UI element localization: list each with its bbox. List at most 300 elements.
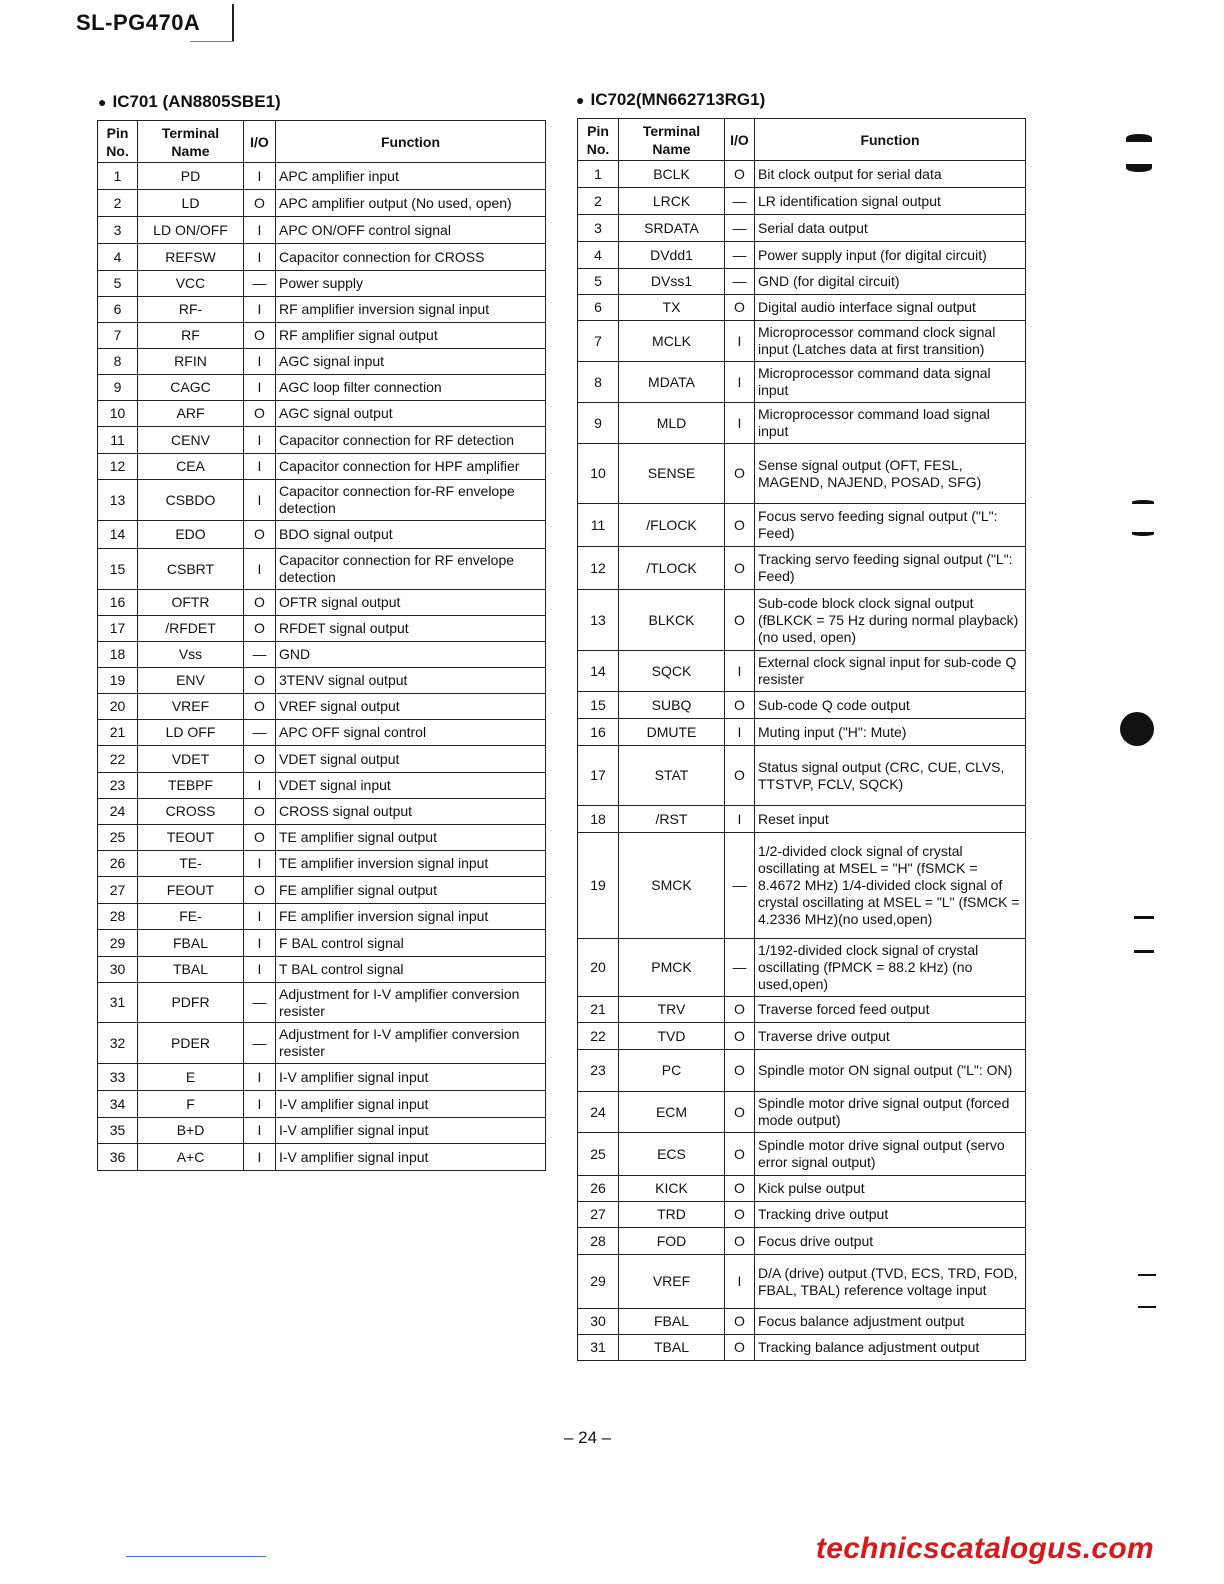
function-description: Tracking balance adjustment output — [755, 1335, 1026, 1361]
table-row — [98, 799, 546, 825]
function-description: Capacitor connection for HPF amplifier — [276, 454, 546, 480]
table-row — [98, 349, 546, 375]
pin-number: 17 — [578, 746, 619, 806]
table-row — [578, 188, 1026, 215]
table-row — [578, 269, 1026, 295]
io-type: O — [244, 401, 276, 427]
table-row — [98, 930, 546, 957]
bullet-icon: ● — [98, 94, 107, 110]
table-row — [578, 242, 1026, 269]
io-type: O — [244, 323, 276, 349]
terminal-name: LRCK — [619, 188, 725, 215]
function-description: T BAL control signal — [276, 957, 546, 983]
table-row — [578, 833, 1026, 939]
table-row — [578, 1202, 1026, 1228]
function-description: TE amplifier signal output — [276, 825, 546, 851]
terminal-name: ARF — [138, 401, 244, 427]
table-row — [98, 454, 546, 480]
table-row — [578, 1309, 1026, 1335]
function-description: RFDET signal output — [276, 616, 546, 642]
terminal-name: TX — [619, 295, 725, 321]
ic702-title — [576, 90, 765, 110]
table-row — [578, 1092, 1026, 1133]
pin-number: 4 — [578, 242, 619, 269]
io-type: I — [244, 480, 276, 521]
pin-number: 34 — [98, 1091, 138, 1118]
terminal-name: /RST — [619, 806, 725, 833]
function-description: Reset input — [755, 806, 1026, 833]
pin-number: 24 — [578, 1092, 619, 1133]
function-description: Capacitor connection for-RF envelope detection — [276, 480, 546, 521]
function-description: Focus balance adjustment output — [755, 1309, 1026, 1335]
function-description: RF amplifier signal output — [276, 323, 546, 349]
function-description: Adjustment for I-V amplifier conversion resister — [276, 983, 546, 1023]
table-row — [98, 375, 546, 401]
table-row — [578, 504, 1026, 547]
pin-number: 13 — [578, 590, 619, 651]
terminal-name: PMCK — [619, 939, 725, 997]
table-row — [98, 642, 546, 668]
io-type: — — [725, 939, 755, 997]
io-type: I — [244, 851, 276, 877]
io-type: I — [244, 1064, 276, 1091]
table-row — [98, 851, 546, 877]
io-type: I — [244, 1091, 276, 1118]
function-description: Tracking servo feeding signal output ("L": Feed) — [755, 547, 1026, 590]
function-description: AGC signal output — [276, 401, 546, 427]
table-row — [98, 297, 546, 323]
function-description: LR identification signal output — [755, 188, 1026, 215]
pin-number: 29 — [578, 1255, 619, 1309]
col-terminal-name: Terminal Name — [619, 119, 725, 161]
page-number: – 24 – — [564, 1428, 612, 1447]
io-type: I — [244, 375, 276, 401]
terminal-name: MLD — [619, 403, 725, 444]
pin-number: 23 — [98, 773, 138, 799]
table-row — [578, 1255, 1026, 1309]
function-description: External clock signal input for sub-code Q resister — [755, 651, 1026, 692]
function-description: Serial data output — [755, 215, 1026, 242]
pin-number: 26 — [578, 1176, 619, 1202]
table-row — [98, 616, 546, 642]
terminal-name: DVdd1 — [619, 242, 725, 269]
io-type: O — [244, 190, 276, 217]
terminal-name: TEBPF — [138, 773, 244, 799]
io-type: O — [725, 1176, 755, 1202]
table-row — [98, 1023, 546, 1064]
io-type: O — [725, 692, 755, 719]
terminal-name: BCLK — [619, 161, 725, 188]
table-row — [578, 746, 1026, 806]
pin-number: 10 — [578, 444, 619, 504]
pin-number: 12 — [578, 547, 619, 590]
io-type: — — [244, 642, 276, 668]
function-description: CROSS signal output — [276, 799, 546, 825]
table-row — [98, 480, 546, 521]
terminal-name: SRDATA — [619, 215, 725, 242]
io-type: I — [244, 217, 276, 244]
table-row — [98, 983, 546, 1023]
col-io: I/O — [244, 121, 276, 163]
terminal-name: OFTR — [138, 590, 244, 616]
function-description: Focus servo feeding signal output ("L": Feed) — [755, 504, 1026, 547]
table-row — [578, 939, 1026, 997]
table-row — [578, 1023, 1026, 1050]
pin-number: 5 — [98, 271, 138, 297]
terminal-name: DMUTE — [619, 719, 725, 746]
io-type: O — [244, 746, 276, 773]
pin-number: 28 — [98, 904, 138, 930]
function-description: RF amplifier inversion signal input — [276, 297, 546, 323]
terminal-name: VREF — [138, 694, 244, 720]
col-io: I/O — [725, 119, 755, 161]
terminal-name: CAGC — [138, 375, 244, 401]
io-type: I — [244, 1144, 276, 1171]
table-row — [578, 719, 1026, 746]
io-type: — — [725, 833, 755, 939]
terminal-name: DVss1 — [619, 269, 725, 295]
pin-number: 1 — [578, 161, 619, 188]
pin-number: 15 — [578, 692, 619, 719]
io-type: O — [244, 616, 276, 642]
terminal-name: FBAL — [619, 1309, 725, 1335]
pin-number: 27 — [578, 1202, 619, 1228]
function-description: Spindle motor drive signal output (forced mode output) — [755, 1092, 1026, 1133]
binder-hole — [1120, 712, 1154, 746]
ic701-header-row — [98, 121, 546, 163]
pin-number: 4 — [98, 244, 138, 271]
function-description: F BAL control signal — [276, 930, 546, 957]
io-type: O — [725, 1335, 755, 1361]
pin-number: 11 — [98, 427, 138, 454]
terminal-name: SMCK — [619, 833, 725, 939]
terminal-name: FBAL — [138, 930, 244, 957]
terminal-name: CEA — [138, 454, 244, 480]
io-type: O — [244, 799, 276, 825]
terminal-name: TE- — [138, 851, 244, 877]
terminal-name: STAT — [619, 746, 725, 806]
pin-number: 27 — [98, 877, 138, 904]
pin-number: 29 — [98, 930, 138, 957]
terminal-name: /RFDET — [138, 616, 244, 642]
io-type: O — [725, 590, 755, 651]
terminal-name: PC — [619, 1050, 725, 1092]
terminal-name: RFIN — [138, 349, 244, 375]
io-type: O — [725, 1092, 755, 1133]
table-row — [98, 163, 546, 190]
header-divider — [232, 4, 234, 42]
function-description: Traverse forced feed output — [755, 997, 1026, 1023]
table-row — [578, 403, 1026, 444]
function-description: 1/192-divided clock signal of crystal oscillating (fPMCK = 88.2 kHz) (no used,open) — [755, 939, 1026, 997]
table-row — [98, 521, 546, 549]
io-type: I — [725, 403, 755, 444]
terminal-name: CSBRT — [138, 549, 244, 590]
table-row — [578, 547, 1026, 590]
pin-number: 12 — [98, 454, 138, 480]
bullet-icon: ● — [576, 92, 585, 108]
terminal-name: PDER — [138, 1023, 244, 1064]
table-row — [98, 401, 546, 427]
function-description: FE amplifier signal output — [276, 877, 546, 904]
terminal-name: LD OFF — [138, 720, 244, 746]
function-description: Microprocessor command load signal input — [755, 403, 1026, 444]
io-type: I — [244, 773, 276, 799]
terminal-name: A+C — [138, 1144, 244, 1171]
function-description: VREF signal output — [276, 694, 546, 720]
ic701-pin-table — [97, 120, 546, 1171]
pin-number: 19 — [578, 833, 619, 939]
terminal-name: PD — [138, 163, 244, 190]
function-description: Capacitor connection for RF detection — [276, 427, 546, 454]
brand-watermark: technicscatalogus.com — [815, 1532, 1154, 1565]
table-row — [578, 590, 1026, 651]
pin-number: 25 — [98, 825, 138, 851]
terminal-name: ECM — [619, 1092, 725, 1133]
function-description: Capacitor connection for RF envelope detection — [276, 549, 546, 590]
pin-number: 32 — [98, 1023, 138, 1064]
io-type: O — [725, 997, 755, 1023]
terminal-name: TRD — [619, 1202, 725, 1228]
table-row — [98, 746, 546, 773]
function-description: AGC loop filter connection — [276, 375, 546, 401]
function-description: Bit clock output for serial data — [755, 161, 1026, 188]
pin-number: 19 — [98, 668, 138, 694]
table-row — [98, 904, 546, 930]
io-type: O — [725, 1050, 755, 1092]
terminal-name: VREF — [619, 1255, 725, 1309]
io-type: — — [725, 269, 755, 295]
io-type: O — [725, 746, 755, 806]
pin-number: 6 — [98, 297, 138, 323]
header-underline — [190, 41, 234, 42]
function-description: VDET signal output — [276, 746, 546, 773]
table-row — [98, 590, 546, 616]
io-type: O — [725, 1023, 755, 1050]
function-description: Spindle motor ON signal output ("L": ON) — [755, 1050, 1026, 1092]
table-row — [98, 825, 546, 851]
function-description: 3TENV signal output — [276, 668, 546, 694]
terminal-name: RF- — [138, 297, 244, 323]
table-row — [578, 1176, 1026, 1202]
io-type: O — [244, 521, 276, 549]
ic702-title-text: IC702(MN662713RG1) — [590, 90, 766, 109]
terminal-name: E — [138, 1064, 244, 1091]
function-description: Capacitor connection for CROSS — [276, 244, 546, 271]
ic701-title — [98, 92, 281, 112]
function-description: 1/2-divided clock signal of crystal oscillating at MSEL = "H" (fSMCK = 8.4672 MHz) 1/4-divided clock signal of crystal oscillating at MSEL = "L" (fSMCK = 4.2336 MHz)(no used,open) — [755, 833, 1026, 939]
col-pin-no: Pin No. — [578, 119, 619, 161]
function-description: APC ON/OFF control signal — [276, 217, 546, 244]
binder-mark — [1134, 916, 1154, 919]
col-terminal-name: Terminal Name — [138, 121, 244, 163]
pin-number: 14 — [98, 521, 138, 549]
table-row — [98, 694, 546, 720]
io-type: O — [244, 694, 276, 720]
io-type: I — [244, 549, 276, 590]
table-row — [578, 362, 1026, 403]
pin-number: 3 — [98, 217, 138, 244]
table-row — [98, 1144, 546, 1171]
binder-mark — [1138, 1306, 1156, 1308]
terminal-name: RF — [138, 323, 244, 349]
terminal-name: ENV — [138, 668, 244, 694]
function-description: Sense signal output (OFT, FESL, MAGEND, NAJEND, POSAD, SFG) — [755, 444, 1026, 504]
table-row — [578, 806, 1026, 833]
binder-mark — [1132, 532, 1154, 536]
ic702-header-row — [578, 119, 1026, 161]
function-description: BDO signal output — [276, 521, 546, 549]
pin-number: 9 — [98, 375, 138, 401]
function-description: FE amplifier inversion signal input — [276, 904, 546, 930]
binder-mark — [1126, 164, 1152, 172]
io-type: I — [725, 651, 755, 692]
io-type: — — [244, 983, 276, 1023]
pin-number: 2 — [98, 190, 138, 217]
terminal-name: SQCK — [619, 651, 725, 692]
table-row — [98, 323, 546, 349]
pin-number: 21 — [578, 997, 619, 1023]
function-description: TE amplifier inversion signal input — [276, 851, 546, 877]
terminal-name: CROSS — [138, 799, 244, 825]
table-row — [578, 651, 1026, 692]
pin-number: 23 — [578, 1050, 619, 1092]
table-row — [98, 244, 546, 271]
pin-number: 15 — [98, 549, 138, 590]
io-type: — — [244, 271, 276, 297]
function-description: I-V amplifier signal input — [276, 1118, 546, 1144]
terminal-name: LD — [138, 190, 244, 217]
terminal-name: TBAL — [619, 1335, 725, 1361]
pin-number: 30 — [578, 1309, 619, 1335]
io-type: O — [725, 295, 755, 321]
binder-mark — [1132, 500, 1154, 504]
table-row — [98, 957, 546, 983]
terminal-name: B+D — [138, 1118, 244, 1144]
ic702-pin-table — [577, 118, 1026, 1361]
io-type: I — [725, 1255, 755, 1309]
table-row — [98, 217, 546, 244]
function-description: Traverse drive output — [755, 1023, 1026, 1050]
io-type: O — [725, 1228, 755, 1255]
ic701-title-text: IC701 (AN8805SBE1) — [112, 92, 281, 111]
table-row — [578, 1228, 1026, 1255]
io-type: I — [244, 244, 276, 271]
function-description: Digital audio interface signal output — [755, 295, 1026, 321]
terminal-name: VDET — [138, 746, 244, 773]
io-type: — — [244, 720, 276, 746]
terminal-name: LD ON/OFF — [138, 217, 244, 244]
function-description: Spindle motor drive signal output (servo error signal output) — [755, 1133, 1026, 1176]
function-description: Power supply — [276, 271, 546, 297]
pin-number: 14 — [578, 651, 619, 692]
pin-number: 6 — [578, 295, 619, 321]
pin-number: 31 — [578, 1335, 619, 1361]
function-description: Tracking drive output — [755, 1202, 1026, 1228]
pin-number: 30 — [98, 957, 138, 983]
pin-number: 9 — [578, 403, 619, 444]
terminal-name: Vss — [138, 642, 244, 668]
io-type: I — [244, 297, 276, 323]
pin-number: 1 — [98, 163, 138, 190]
io-type: I — [244, 427, 276, 454]
table-row — [578, 295, 1026, 321]
function-description: Microprocessor command clock signal input (Latches data at first transition) — [755, 321, 1026, 362]
pin-number: 11 — [578, 504, 619, 547]
io-type: O — [244, 825, 276, 851]
pin-number: 20 — [98, 694, 138, 720]
terminal-name: /TLOCK — [619, 547, 725, 590]
io-type: I — [725, 719, 755, 746]
table-row — [98, 549, 546, 590]
terminal-name: FE- — [138, 904, 244, 930]
function-description: Status signal output (CRC, CUE, CLVS, TTSTVP, FCLV, SQCK) — [755, 746, 1026, 806]
pin-number: 3 — [578, 215, 619, 242]
function-description: I-V amplifier signal input — [276, 1144, 546, 1171]
terminal-name: SUBQ — [619, 692, 725, 719]
terminal-name: CSBDO — [138, 480, 244, 521]
table-row — [578, 1335, 1026, 1361]
table-row — [98, 1064, 546, 1091]
io-type: I — [725, 362, 755, 403]
table-row — [578, 161, 1026, 188]
io-type: O — [725, 444, 755, 504]
pin-number: 35 — [98, 1118, 138, 1144]
footer-rule — [126, 1556, 266, 1557]
io-type: O — [725, 1309, 755, 1335]
io-type: I — [244, 957, 276, 983]
terminal-name: MDATA — [619, 362, 725, 403]
table-row — [578, 997, 1026, 1023]
pin-number: 36 — [98, 1144, 138, 1171]
table-row — [578, 444, 1026, 504]
function-description: APC amplifier input — [276, 163, 546, 190]
io-type: I — [244, 163, 276, 190]
function-description: GND — [276, 642, 546, 668]
io-type: I — [244, 904, 276, 930]
function-description: APC amplifier output (No used, open) — [276, 190, 546, 217]
io-type: O — [725, 161, 755, 188]
pin-number: 31 — [98, 983, 138, 1023]
pin-number: 16 — [98, 590, 138, 616]
table-row — [98, 427, 546, 454]
pin-number: 2 — [578, 188, 619, 215]
binder-mark — [1126, 134, 1152, 142]
terminal-name: MCLK — [619, 321, 725, 362]
function-description: Sub-code Q code output — [755, 692, 1026, 719]
io-type: I — [725, 806, 755, 833]
table-row — [98, 1118, 546, 1144]
io-type: O — [725, 1133, 755, 1176]
terminal-name: TVD — [619, 1023, 725, 1050]
io-type: O — [244, 590, 276, 616]
function-description: Muting input ("H": Mute) — [755, 719, 1026, 746]
function-description: Microprocessor command data signal input — [755, 362, 1026, 403]
pin-number: 21 — [98, 720, 138, 746]
terminal-name: FEOUT — [138, 877, 244, 904]
table-row — [98, 668, 546, 694]
terminal-name: EDO — [138, 521, 244, 549]
col-function: Function — [276, 121, 546, 163]
terminal-name: VCC — [138, 271, 244, 297]
table-row — [98, 877, 546, 904]
pin-number: 24 — [98, 799, 138, 825]
terminal-name: PDFR — [138, 983, 244, 1023]
pin-number: 22 — [98, 746, 138, 773]
io-type: I — [244, 1118, 276, 1144]
terminal-name: FOD — [619, 1228, 725, 1255]
io-type: — — [725, 215, 755, 242]
